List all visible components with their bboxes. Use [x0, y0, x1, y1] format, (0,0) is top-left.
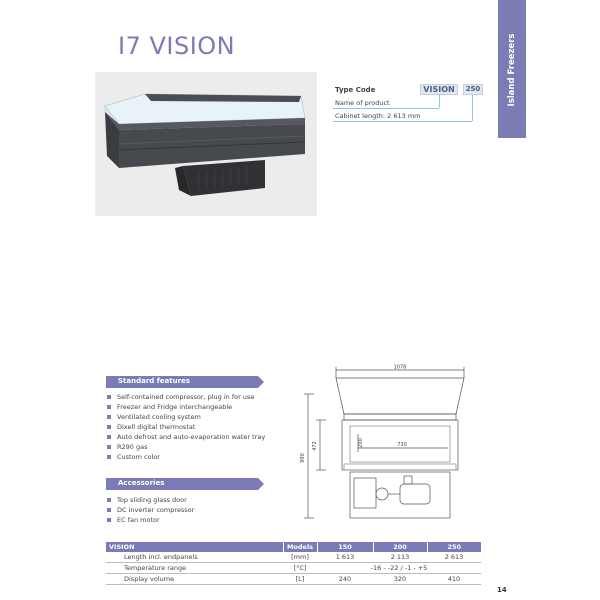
type-code-label: Type Code	[335, 86, 376, 94]
cell-merged: -16 - -22 / -1 - +5	[317, 563, 481, 574]
leader-line-length-vertical	[472, 95, 473, 121]
accessories-title: Accessories	[118, 479, 165, 487]
square-bullet-icon	[107, 395, 111, 399]
page-number: 14	[497, 586, 507, 594]
row-name: Length incl. endpanels	[106, 552, 283, 563]
page-title: I7 VISION	[118, 32, 236, 60]
row-unit: [L]	[283, 574, 317, 585]
product-photo	[95, 72, 317, 216]
table-header-name: VISION	[106, 542, 283, 552]
square-bullet-icon	[107, 425, 111, 429]
list-item: EC fan motor	[107, 515, 194, 525]
cell-200: 2 113	[373, 552, 427, 563]
type-code-name-of-product: Name of product	[335, 99, 390, 107]
type-code-size: 250	[463, 84, 483, 95]
type-code-model: VISION	[420, 84, 458, 95]
list-item: Dixell digital thermostat	[107, 422, 265, 432]
row-unit: [°C]	[283, 563, 317, 574]
dimension-depth-label: 200	[358, 438, 364, 448]
list-item: Freezer and Fridge interchangeable	[107, 402, 265, 412]
cell-250: 2 613	[427, 552, 481, 563]
square-bullet-icon	[107, 445, 111, 449]
leader-line-name	[333, 108, 439, 109]
list-item: DC inverter compressor	[107, 505, 194, 515]
square-bullet-icon	[107, 508, 111, 512]
row-name: Display volume	[106, 574, 283, 585]
square-bullet-icon	[107, 518, 111, 522]
table-row	[106, 563, 481, 574]
table-row	[106, 574, 481, 585]
accessories-header	[106, 478, 258, 490]
cell-200: 320	[373, 574, 427, 585]
table-header-200: 200	[373, 542, 427, 552]
list-item: Ventilated cooling system	[107, 412, 265, 422]
cell-150: 240	[317, 574, 373, 585]
table-header-250: 250	[427, 542, 481, 552]
square-bullet-icon	[107, 498, 111, 502]
type-code-cabinet-length: Cabinet length: 2 613 mm	[335, 112, 421, 120]
list-item: Self-contained compressor, plug in for use	[107, 392, 265, 402]
section-side-tab-label: Island Freezers	[507, 33, 517, 107]
table-header-models: Models	[283, 542, 317, 552]
standard-features-list	[107, 392, 265, 462]
type-code-legend	[333, 84, 503, 124]
cell-150: 1 613	[317, 552, 373, 563]
list-item: Auto defrost and auto-evaporation water tray	[107, 432, 265, 442]
square-bullet-icon	[107, 455, 111, 459]
table-header-150: 150	[317, 542, 373, 552]
dimension-inner-height-label: 472	[312, 441, 318, 451]
standard-features-title: Standard features	[118, 377, 190, 385]
square-bullet-icon	[107, 435, 111, 439]
standard-features-header	[106, 376, 258, 388]
dimension-width-label: 1078	[393, 364, 407, 371]
accessories-list	[107, 495, 194, 525]
square-bullet-icon	[107, 405, 111, 409]
specifications-table	[106, 542, 481, 585]
technical-drawing	[292, 364, 478, 524]
list-item: R290 gas	[107, 442, 265, 452]
row-name: Temperature range	[106, 563, 283, 574]
table-header-row	[106, 542, 481, 552]
table-row	[106, 552, 481, 563]
dimension-height-label: 990	[300, 453, 306, 463]
list-item: Custom color	[107, 452, 265, 462]
square-bullet-icon	[107, 415, 111, 419]
dimension-inner-width-label: 730	[397, 442, 407, 448]
leader-line-name-vertical	[439, 95, 440, 108]
list-item: Top sliding glass door	[107, 495, 194, 505]
leader-line-length	[333, 121, 472, 122]
cell-250: 410	[427, 574, 481, 585]
row-unit: [mm]	[283, 552, 317, 563]
